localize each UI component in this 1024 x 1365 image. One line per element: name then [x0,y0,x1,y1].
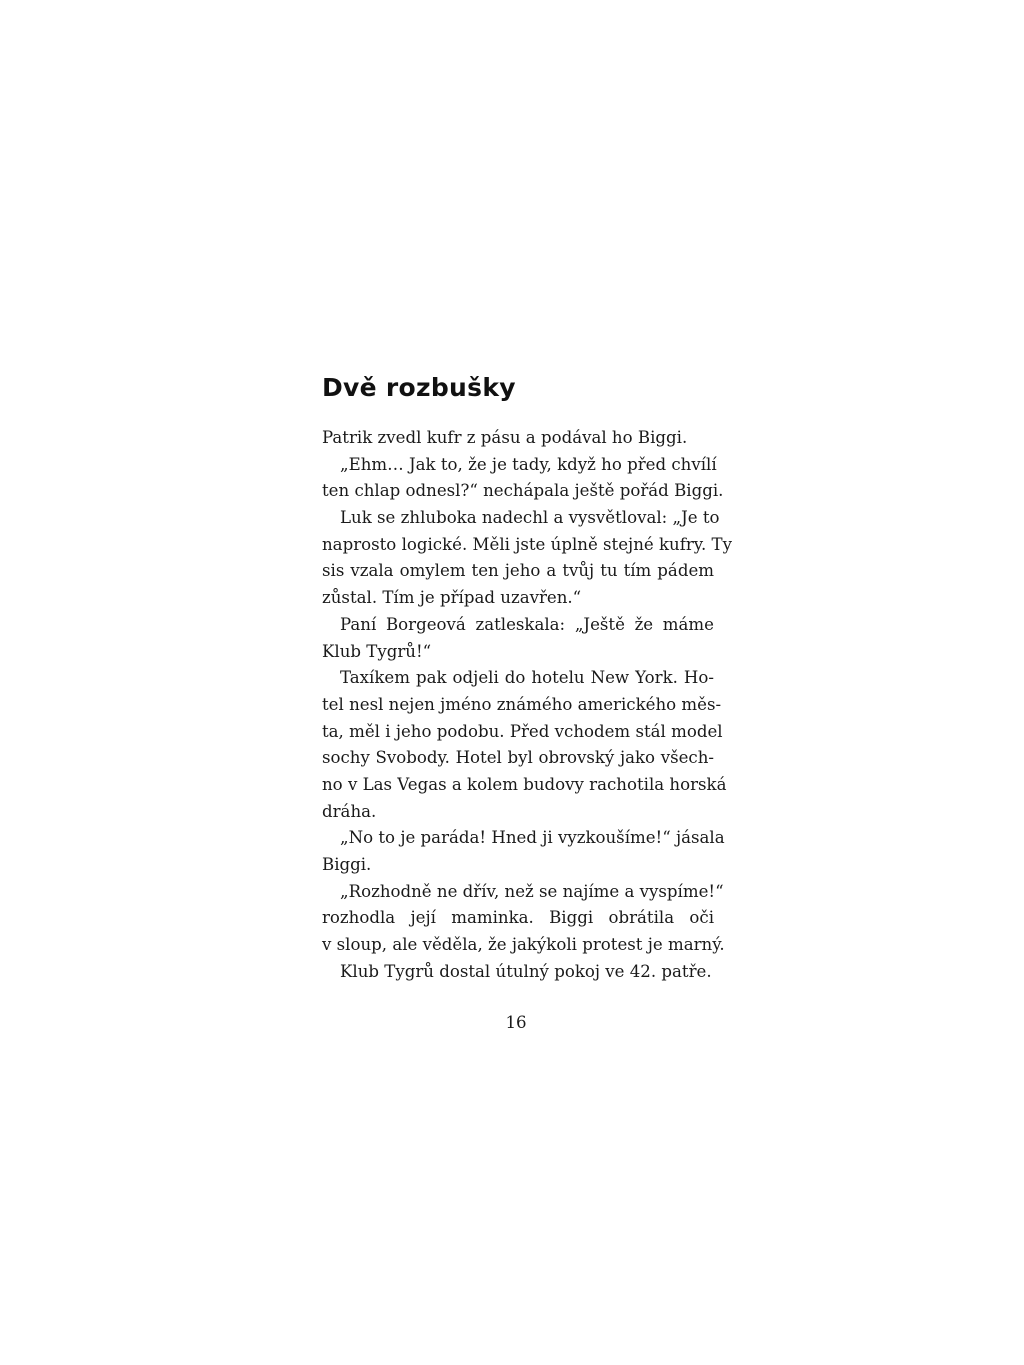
text-line: sis vzala omylem ten jeho a tvůj tu tím pádem [322,561,714,581]
text-line: no v Las Vegas a kolem budovy rachotila horská [322,774,727,794]
text-line: Paní Borgeová zatleskala: „Ještě že máme [340,614,714,634]
text-line: Patrik zvedl kufr z pásu a podával ho Biggi. [322,428,688,447]
text-line: tel nesl nejen jméno známého amerického měs- [322,694,722,714]
text-line: ten chlap odnesl?“ nechápala ještě pořád Biggi. [322,481,724,501]
text-line: zůstal. Tím je případ uzavřen.“ [322,588,582,608]
text-line: Klub Tygrů dostal útulný pokoj ve 42. patře. [340,961,712,981]
text-line: sochy Svobody. Hotel byl obrovský jako všech- [322,748,714,768]
text-line: Taxíkem pak odjeli do hotelu New York. Ho- [340,668,714,688]
text-line: „Rozhodně ne dřív, než se najíme a vyspíme!“ [340,881,724,901]
text-line: ta, měl i jeho podobu. Před vchodem stál model [322,721,723,741]
text-line: Biggi. [322,855,372,874]
text-line: Luk se zhluboka nadechl a vysvětloval: „Je to [340,508,720,528]
text-line: Klub Tygrů!“ [322,641,432,661]
body-text [322,425,732,985]
chapter-title: Dvě rozbušky [322,373,516,402]
text-line: „No to je paráda! Hned ji vyzkoušíme!“ jásala [340,828,725,848]
text-line: rozhodla její maminka. Biggi obrátila oči [322,908,714,928]
text-line: dráha. [322,801,377,821]
text-line: v sloup, ale věděla, že jakýkoli protest je marný. [322,935,725,955]
text-line: „Ehm… Jak to, že je tady, když ho před chvílí [340,454,717,474]
page-number: 16 [505,1013,527,1032]
text-line: naprosto logické. Měli jste úplně stejné kufry. Ty [322,534,732,554]
